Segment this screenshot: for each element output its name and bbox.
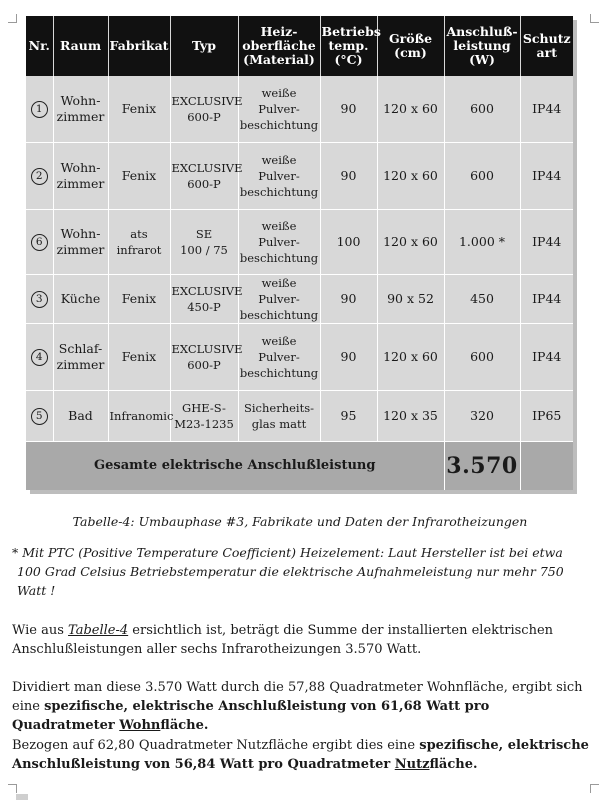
- header-protection: Schutz art: [520, 16, 573, 76]
- header-fabrikat: Fabrikat: [108, 16, 170, 76]
- paragraph-sum: Wie aus Tabelle-4 ersichtlich ist, beträgt die Summe der installierten elektrischen Anschlußleistungen aller sechs Infrarotheizungen 3.570 Watt.: [12, 623, 554, 657]
- cell-raum: Bad: [53, 391, 108, 442]
- page-corner-top-right: [590, 14, 599, 23]
- table-row: [26, 324, 573, 391]
- cell-size: 120 x 35: [377, 391, 444, 442]
- heater-table-container: [26, 16, 573, 497]
- circled-number-icon: 1: [31, 101, 48, 118]
- cell-power: 450: [444, 275, 520, 324]
- cell-temperature: 95: [320, 391, 377, 442]
- header-size: Größe (cm): [377, 16, 444, 76]
- cell-fabrikat: ats infrarot: [108, 210, 170, 275]
- cell-temperature: 90: [320, 76, 377, 143]
- cell-raum: Wohn- zimmer: [53, 210, 108, 275]
- cell-raum: Wohn- zimmer: [53, 143, 108, 210]
- cell-size: 120 x 60: [377, 210, 444, 275]
- cell-material: Sicherheits- glas matt: [238, 391, 320, 442]
- table-row: [26, 275, 573, 324]
- cell-power: 600: [444, 143, 520, 210]
- table-caption: Tabelle-4: Umbauphase #3, Fabrikate und Daten der Infrarotheizungen: [72, 514, 528, 529]
- cell-nr: [26, 275, 53, 324]
- page-corner-bottom-right: [590, 784, 599, 793]
- circled-number-icon: 5: [31, 408, 48, 425]
- cell-nr: [26, 143, 53, 210]
- paragraph-usable-area: Bezogen auf 62,80 Quadratmeter Nutzfläche ergibt dies eine spezifische, elektrische Anschlußleistung von 56,84 Watt pro Quadratmeter Nutzfläche.: [12, 738, 589, 772]
- cell-size: 90 x 52: [377, 275, 444, 324]
- cell-nr: [26, 76, 53, 143]
- total-value: 3.570: [444, 442, 520, 491]
- cell-size: 120 x 60: [377, 324, 444, 391]
- cell-nr: [26, 391, 53, 442]
- cell-fabrikat: Fenix: [108, 275, 170, 324]
- table-reference-link[interactable]: Tabelle-4: [68, 623, 129, 638]
- cell-material: weiße Pulver- beschichtung: [238, 324, 320, 391]
- cell-typ: EXCLUSIVE 600-P: [170, 76, 238, 143]
- layout-anchor-icon: [16, 794, 28, 800]
- table-row: [26, 143, 573, 210]
- cell-protection: IP44: [520, 76, 573, 143]
- header-typ: Typ: [170, 16, 238, 76]
- circled-number-icon: 4: [31, 349, 48, 366]
- cell-nr: [26, 210, 53, 275]
- heater-table: [26, 16, 573, 490]
- paragraph-living-area: Dividiert man diese 3.570 Watt durch die 57,88 Quadratmeter Wohnfläche, ergibt sich eine spezifische, elektrische Anschlußleistung von 61,68 Watt pro Quadratmeter Wohnfläche.: [12, 680, 583, 733]
- cell-temperature: 100: [320, 210, 377, 275]
- cell-size: 120 x 60: [377, 76, 444, 143]
- cell-temperature: 90: [320, 275, 377, 324]
- cell-fabrikat: Fenix: [108, 324, 170, 391]
- cell-protection: IP44: [520, 143, 573, 210]
- cell-temperature: 90: [320, 143, 377, 210]
- cell-raum: Küche: [53, 275, 108, 324]
- page-corner-top-left: [8, 14, 17, 23]
- cell-protection: IP44: [520, 275, 573, 324]
- circled-number-icon: 3: [31, 291, 48, 308]
- header-power: Anschluß- leistung (W): [444, 16, 520, 76]
- cell-material: weiße Pulver- beschichtung: [239, 276, 319, 322]
- table-row: [26, 76, 573, 143]
- cell-fabrikat: Fenix: [108, 76, 170, 143]
- footnote: [12, 543, 592, 600]
- table-row: [26, 391, 573, 442]
- cell-typ: EXCLUSIVE 600-P: [170, 324, 238, 391]
- header-material: Heiz- oberfläche (Material): [238, 16, 320, 76]
- cell-temperature: 90: [320, 324, 377, 391]
- cell-power: 600: [444, 324, 520, 391]
- header-row: [26, 16, 573, 76]
- table-row: [26, 210, 573, 275]
- cell-typ: SE 100 / 75: [170, 210, 238, 275]
- cell-fabrikat: Fenix: [108, 143, 170, 210]
- total-empty-cell: [520, 442, 573, 491]
- page-corner-bottom-left: [8, 784, 17, 793]
- cell-protection: IP44: [520, 210, 573, 275]
- cell-power: 1.000 *: [444, 210, 520, 275]
- total-label: Gesamte elektrische Anschlußleistung: [26, 442, 444, 491]
- circled-number-icon: 6: [31, 234, 48, 251]
- total-row: [26, 442, 573, 491]
- cell-typ: EXCLUSIVE 450-P: [170, 275, 238, 324]
- cell-typ: GHE-S- M23-1235: [170, 391, 238, 442]
- cell-power: 320: [444, 391, 520, 442]
- cell-size: 120 x 60: [377, 143, 444, 210]
- cell-typ: EXCLUSIVE 600-P: [170, 143, 238, 210]
- cell-fabrikat: Infranomic: [108, 391, 170, 442]
- cell-nr: [26, 324, 53, 391]
- cell-raum: Wohn- zimmer: [53, 76, 108, 143]
- circled-number-icon: 2: [31, 168, 48, 185]
- header-nr: Nr.: [26, 16, 53, 76]
- cell-protection: IP44: [520, 324, 573, 391]
- cell-material: weiße Pulver- beschichtung: [238, 143, 320, 210]
- cell-protection: IP65: [520, 391, 573, 442]
- header-raum: Raum: [53, 16, 108, 76]
- footnote-line-1: * Mit PTC (Positive Temperature Coefficient) Heizelement: Laut Hersteller ist bei etwa: [12, 545, 563, 560]
- footnote-line-2: 100 Grad Celsius Betriebstemperatur die elektrische Aufnahmeleistung nur mehr 750 Watt !: [17, 564, 564, 598]
- cell-power: 600: [444, 76, 520, 143]
- header-temperature: Betriebs temp. (°C): [320, 16, 377, 76]
- cell-material: weiße Pulver- beschichtung: [238, 76, 320, 143]
- cell-material: weiße Pulver- beschichtung: [238, 210, 320, 275]
- cell-raum: Schlaf- zimmer: [53, 324, 108, 391]
